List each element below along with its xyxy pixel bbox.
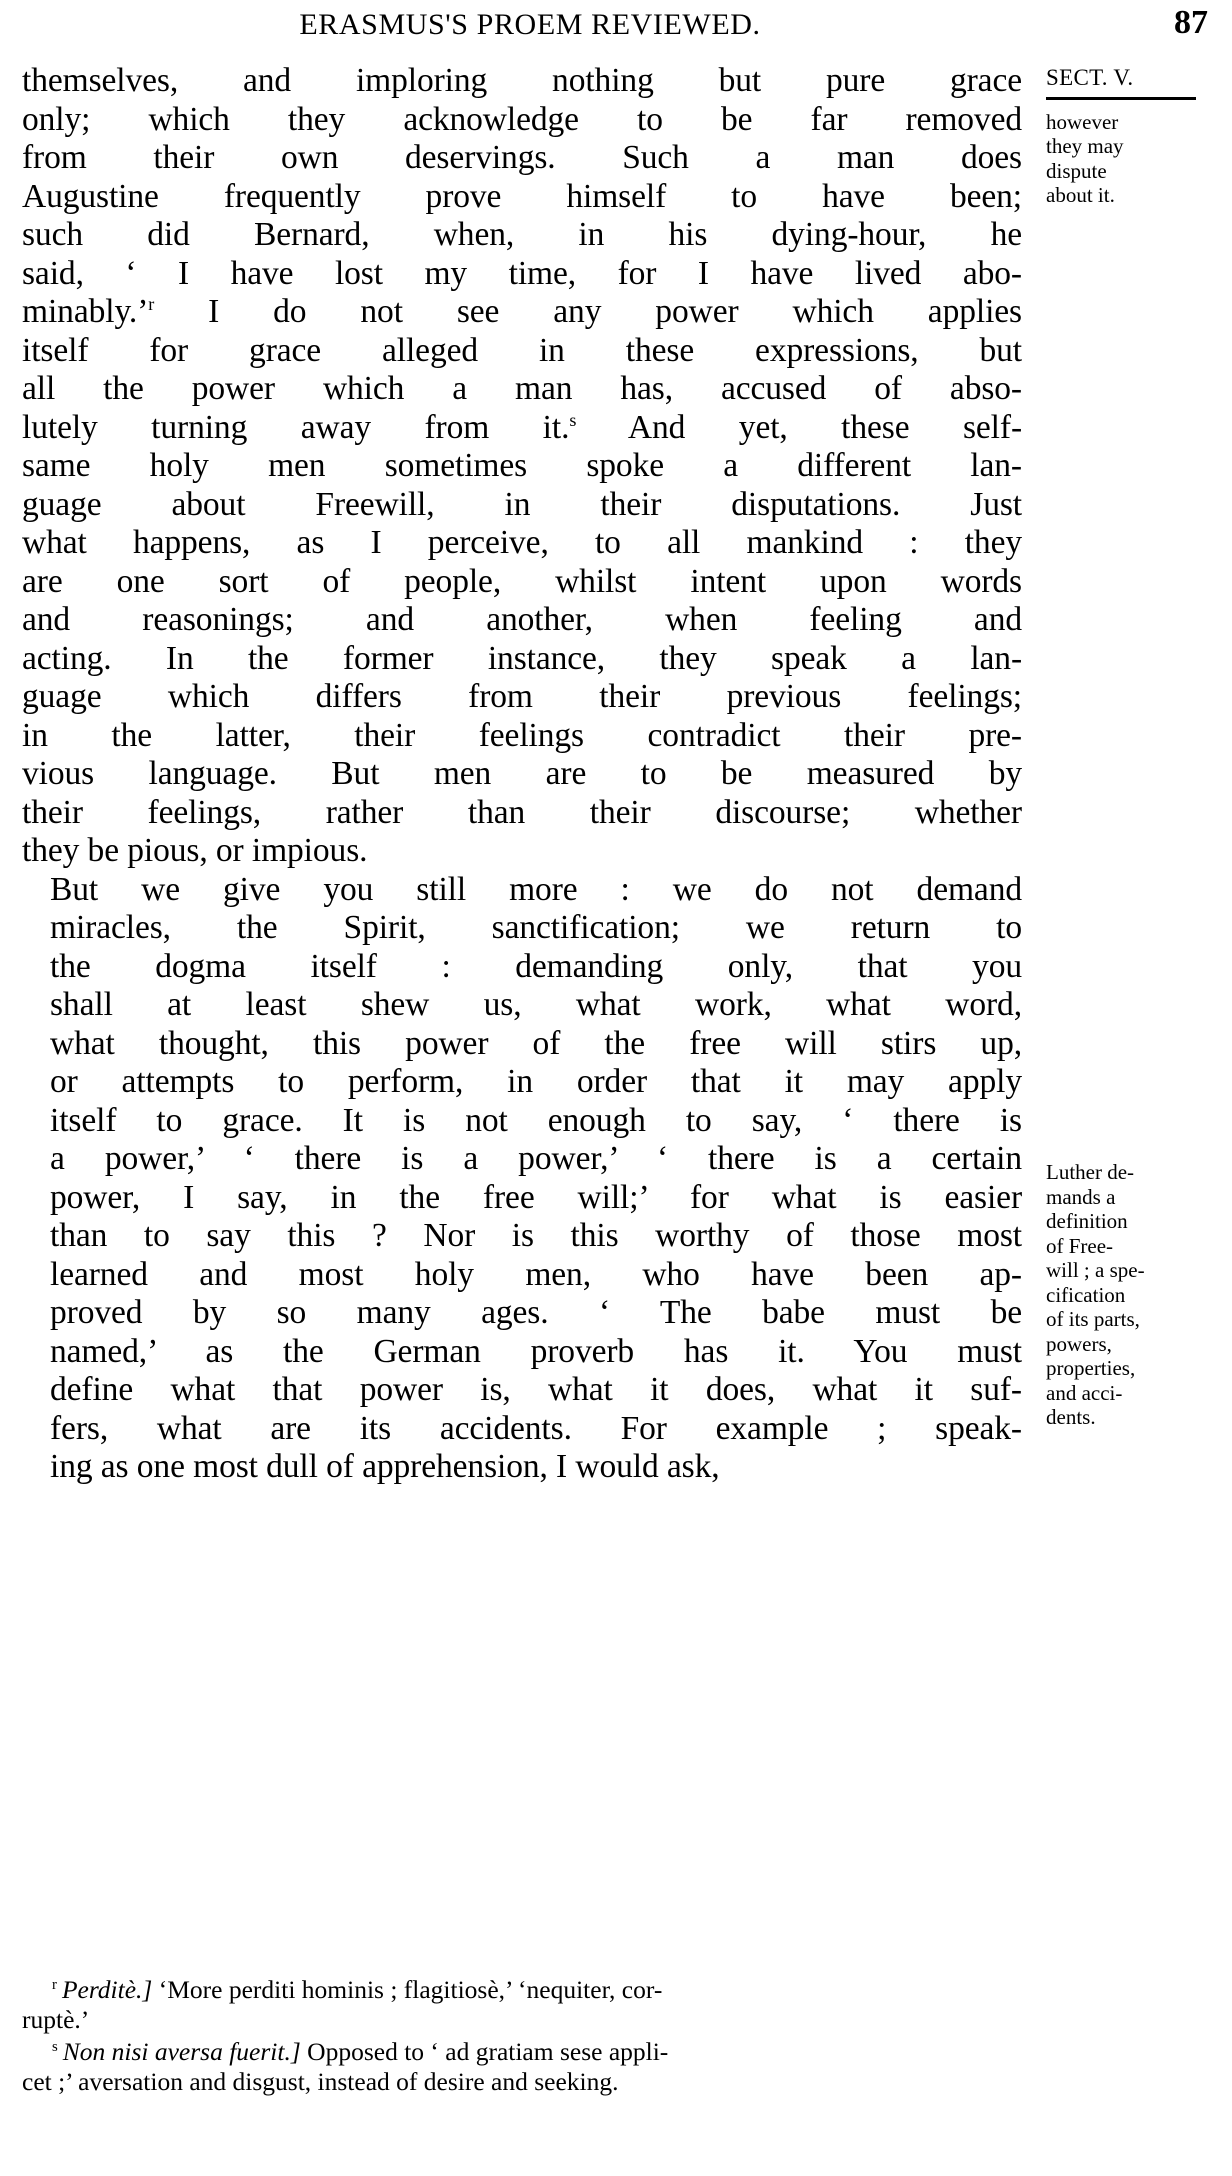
text-line: all the power which a man has, accused of abso- — [22, 370, 1022, 407]
text-line: in the latter, their feelings contradict their pre- — [22, 716, 1022, 754]
footnote-lemma: Non nisi aversa fuerit.] — [62, 2037, 301, 2066]
text-line: or attempts to perform, in order that it may apply — [50, 1063, 1022, 1100]
footnote-text: ‘More perditi hominis ; flagitiosè,’ ‘nequiter, cor- — [158, 1975, 663, 2004]
sidenote-line: dents. — [1046, 1405, 1096, 1429]
body-text-column — [22, 62, 1022, 1487]
text-fragment: I do not see any power which applies — [154, 293, 1022, 330]
sidenote-line: of its parts, — [1046, 1307, 1140, 1331]
text-line-with-footnote-ref — [22, 293, 1022, 332]
footnote-marker-r: r — [52, 1976, 57, 1993]
footnote-s — [22, 2037, 1038, 2097]
sidenote-line: about it. — [1046, 183, 1115, 207]
running-head — [0, 4, 1232, 54]
footnote-text: Opposed to ‘ ad gratiam sese appli- — [300, 2037, 669, 2066]
footnote-first-line — [22, 2037, 1038, 2067]
text-line-with-footnote-ref — [22, 409, 1022, 448]
text-line: itself for grace alleged in these expressions, but — [22, 331, 1022, 369]
sidenote-section-marker — [1046, 66, 1232, 208]
text-line: power, I say, in the free will;’ for what is easier — [50, 1178, 1022, 1216]
text-line: Augustine frequently prove himself to have been; — [22, 177, 1022, 215]
sidenote-line: cification — [1046, 1282, 1126, 1307]
sidenote-luther-definition — [1046, 1160, 1232, 1430]
footnote-marker-s: s — [52, 2038, 58, 2055]
text-line: named,’ as the German proverb has it. You must — [50, 1332, 1022, 1370]
sidenote-line: mands a — [1046, 1184, 1116, 1209]
text-line: only; which they acknowledge to be far removed — [22, 100, 1022, 138]
paragraph-1 — [22, 62, 1022, 871]
sidenote-divider — [1046, 97, 1196, 100]
text-line: guage which differs from their previous feelings; — [22, 678, 1022, 715]
text-line: than to say this ? Nor is this worthy of those most — [50, 1217, 1022, 1254]
text-fragment: lutely turning away from it. — [22, 408, 570, 446]
sidenote-line: Luther de- — [1046, 1160, 1135, 1184]
text-line: what thought, this power of the free will stirs up, — [50, 1024, 1022, 1062]
footnote-text: cet ;’ aversation and disgust, instead of desire and seeking. — [22, 2067, 619, 2096]
text-line: they be pious, or impious. — [22, 832, 368, 869]
footnote-ref-s-icon[interactable]: s — [569, 409, 577, 430]
sidenote-line: properties, — [1046, 1356, 1136, 1380]
text-fragment: minably.’ — [22, 293, 149, 330]
footnotes-block — [22, 1975, 1038, 2099]
text-line: fers, what are its accidents. For example ; speak- — [50, 1409, 1022, 1447]
footnote-lemma: Perditè.] — [61, 1975, 153, 2004]
text-line: miracles, the Spirit, sanctification; we return to — [50, 909, 1022, 946]
text-line: their feelings, rather than their discourse; whether — [22, 793, 1022, 831]
section-label: SECT. V. — [1046, 65, 1134, 90]
footnote-r — [22, 1975, 1038, 2035]
text-line: are one sort of people, whilst intent upon words — [22, 562, 1022, 600]
text-line: a power,’ ‘ there is a power,’ ‘ there is a certain — [50, 1140, 1022, 1177]
sidenote-line: definition — [1046, 1209, 1128, 1233]
text-line: shall at least shew us, what work, what word, — [50, 986, 1022, 1023]
footnote-text: ruptè.’ — [22, 2005, 90, 2034]
page-header-title: ERASMUS'S PROEM REVIEWED. — [299, 8, 761, 41]
sidenote-line: will ; a spe- — [1046, 1258, 1145, 1282]
paragraph-2 — [22, 871, 1022, 1487]
text-line: from their own deservings. Such a man does — [22, 139, 1022, 176]
text-line: vious language. But men are to be measured by — [22, 755, 1022, 792]
text-line: such did Bernard, when, in his dying-hour, he — [22, 216, 1022, 253]
sidenote-line: powers, — [1046, 1331, 1112, 1356]
footnote-first-line — [22, 1975, 1038, 2005]
sidenote-line: and acci- — [1046, 1380, 1123, 1405]
text-fragment: And yet, these self- — [576, 408, 1022, 446]
text-line: themselves, and imploring nothing but pure grace — [22, 62, 1022, 99]
text-line: define what that power is, what it does, what it suf- — [50, 1371, 1022, 1408]
text-line: the dogma itself : demanding only, that you — [50, 947, 1022, 985]
sidenote-line: of Free- — [1046, 1233, 1114, 1258]
text-line: same holy men sometimes spoke a different lan- — [22, 447, 1022, 484]
text-line: learned and most holy men, who have been ap- — [50, 1255, 1022, 1293]
footnote-ref-r-icon[interactable]: r — [148, 293, 155, 314]
text-line: acting. In the former instance, they speak a lan- — [22, 639, 1022, 677]
page-number: 87 — [1174, 4, 1208, 41]
text-line: guage about Freewill, in their disputations. Just — [22, 485, 1022, 523]
text-line: said, ‘ I have lost my time, for I have lived abo- — [22, 254, 1022, 292]
text-line: But we give you still more : we do not demand — [50, 870, 1022, 908]
text-line: and reasonings; and another, when feeling and — [22, 601, 1022, 638]
text-line: itself to grace. It is not enough to say, ‘ there is — [50, 1101, 1022, 1139]
sidenote-line: dispute — [1046, 158, 1107, 183]
text-line: ing as one most dull of apprehension, I would ask, — [50, 1448, 720, 1485]
text-line: proved by so many ages. ‘ The babe must be — [50, 1294, 1022, 1331]
sidenote-line: they may — [1046, 134, 1124, 158]
text-line: what happens, as I perceive, to all mankind : they — [22, 524, 1022, 561]
sidenote-line: however — [1046, 109, 1119, 134]
